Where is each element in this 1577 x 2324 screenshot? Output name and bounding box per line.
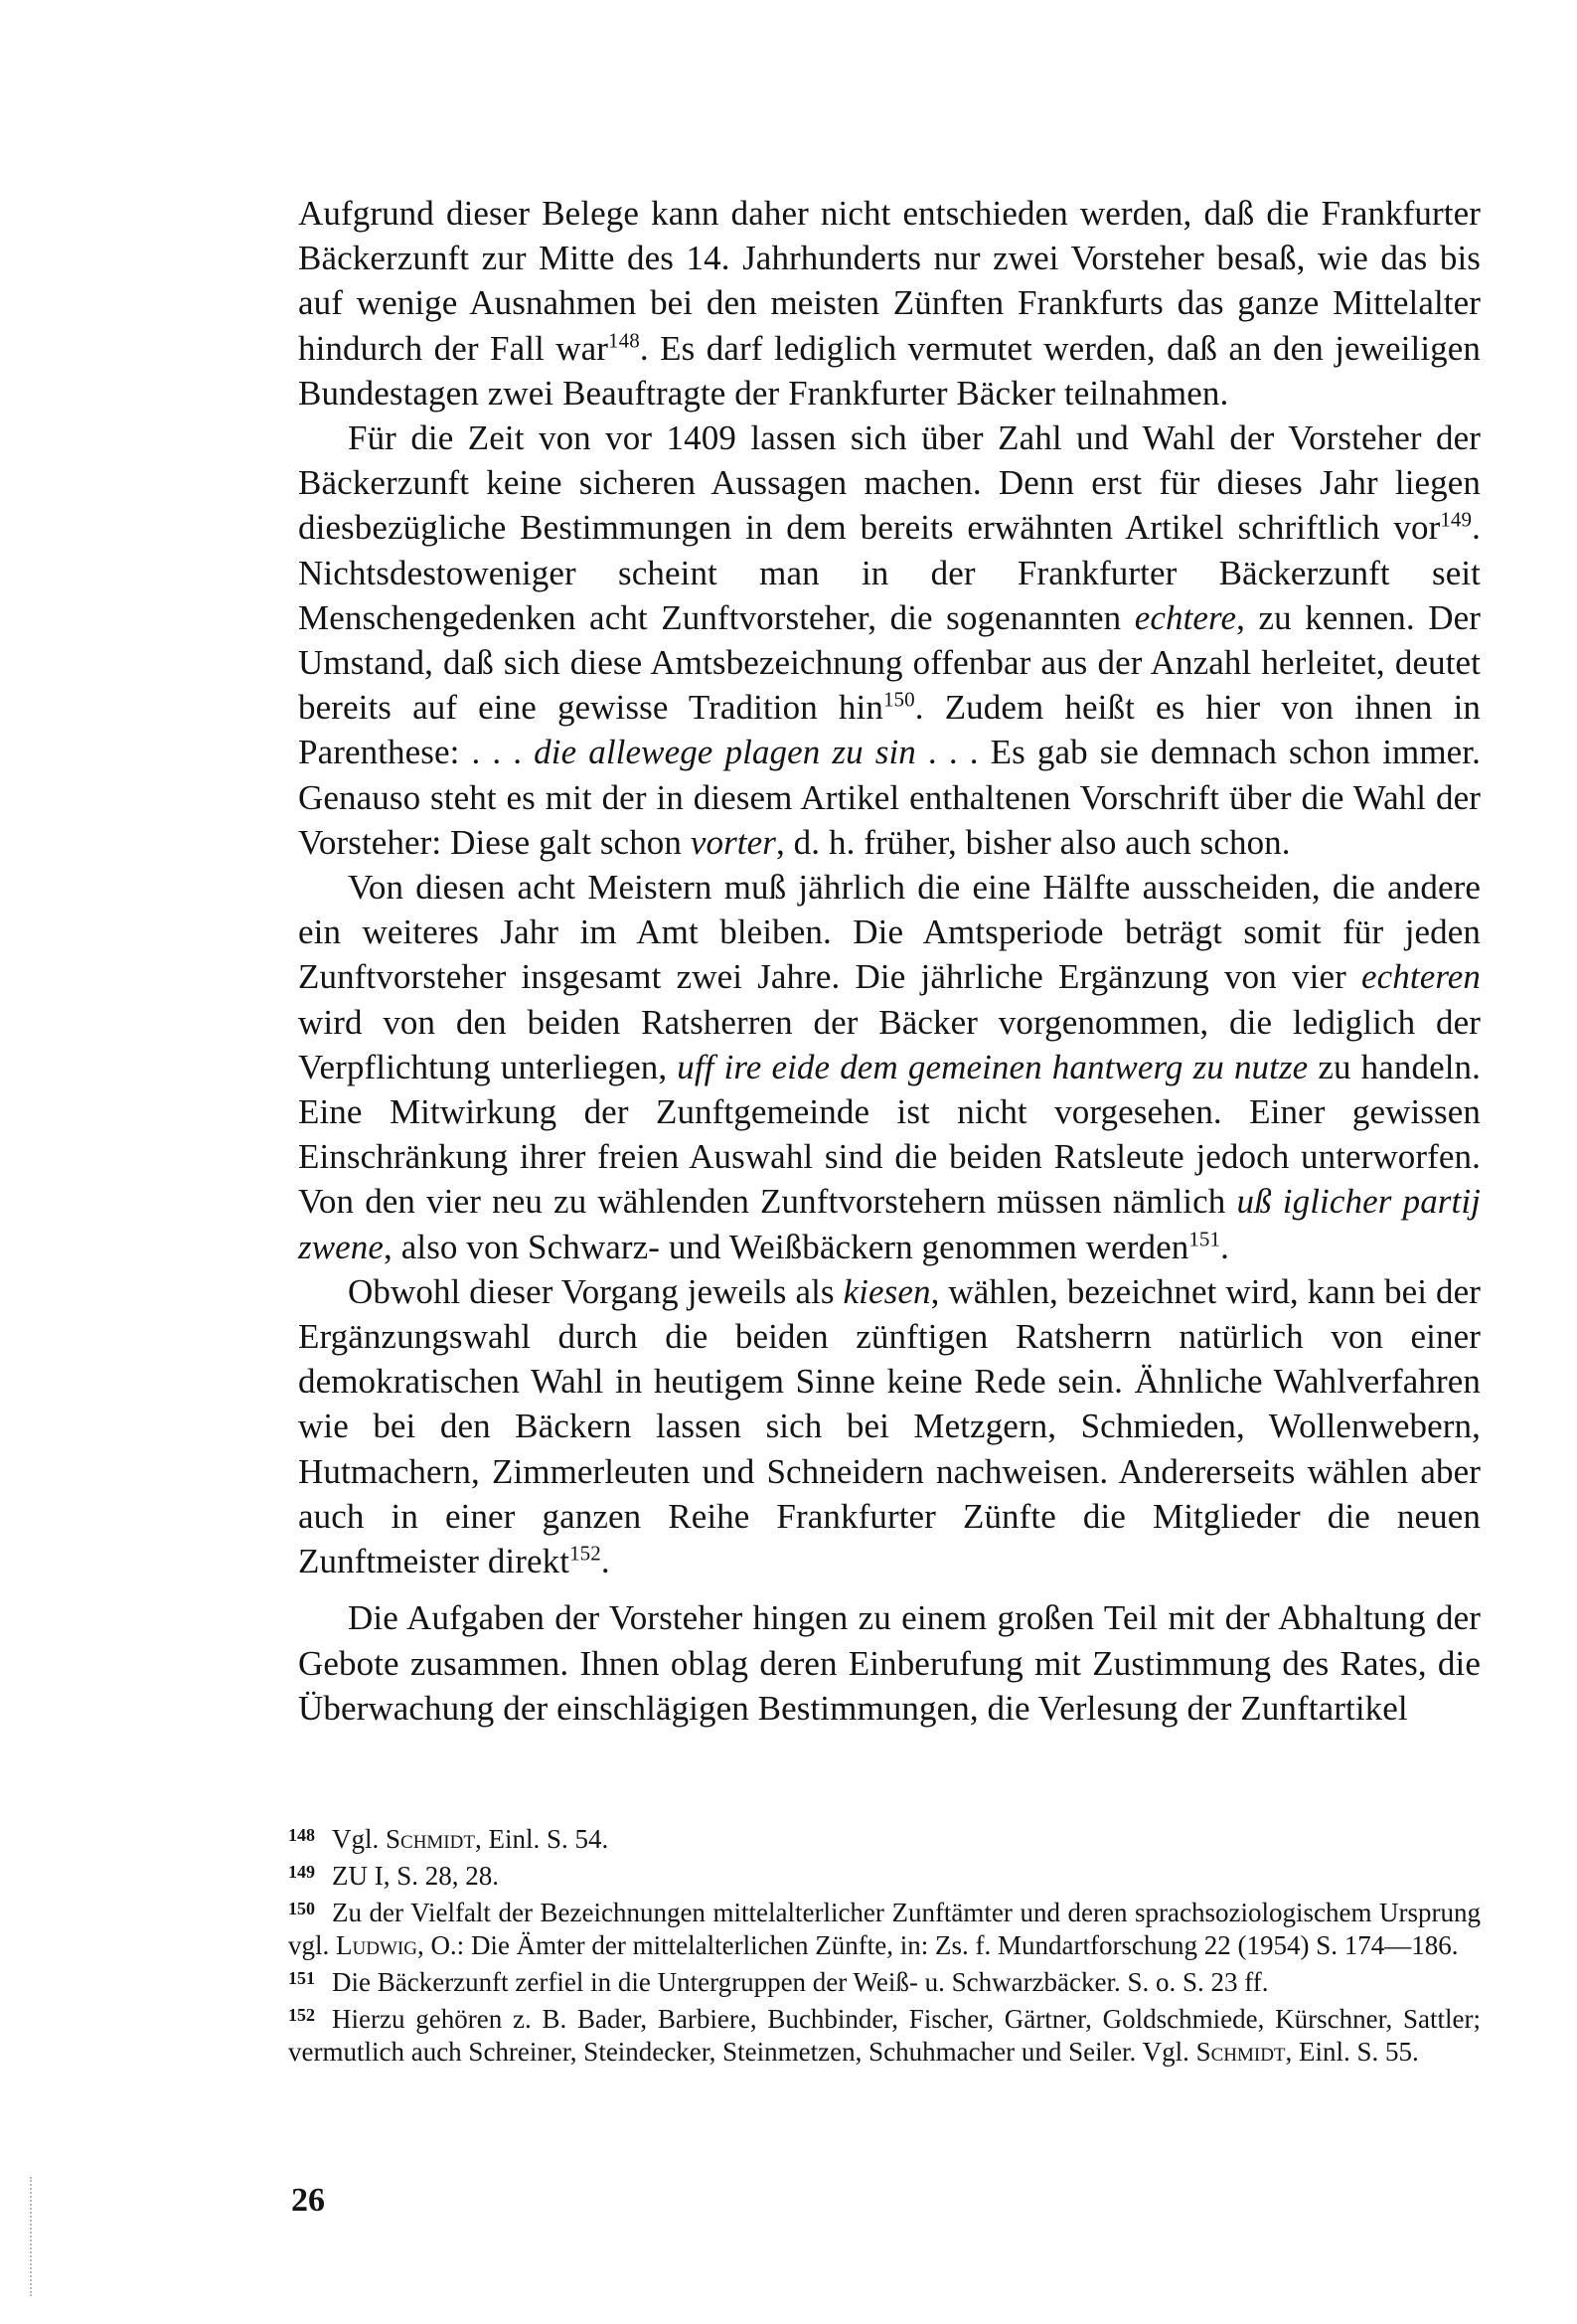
author-name: Ludwig (336, 1930, 417, 1960)
footnote-number: 151 (288, 1968, 315, 1988)
footnote-number: 149 (288, 1862, 315, 1882)
paragraph (298, 1269, 1481, 1583)
paragraph (298, 191, 1481, 415)
footnotes (288, 1819, 1481, 2069)
footnote-reference: 149 (1440, 507, 1473, 532)
text-run: . (1220, 1227, 1229, 1266)
text-run: ZU I, S. 28, 28. (332, 1861, 499, 1891)
author-name: Schmidt (386, 1824, 475, 1854)
text-run: Die Aufgaben der Vorsteher hingen zu einem großen Teil mit der Abhaltung der Gebote zusammen. Ihnen oblag deren Einberufung mit Zustimmung des Rates, die Überwachung der einschlägigen Bestimmungen, die Verlesung der Zunftartikel (298, 1598, 1481, 1728)
text-run: , O.: Die Ämter der mittelalterlichen Zünfte, in: Zs. f. Mundartforschung 22 (1954) S. 174—186. (416, 1930, 1459, 1960)
paragraph (298, 1595, 1481, 1731)
footnote-reference: 148 (608, 327, 640, 352)
text-run: . Zudem heißt es hier von ihnen in Parenthese: . . . (298, 688, 1481, 772)
italic-quote: uß iglicher partij zwene (298, 1182, 1481, 1266)
text-run: . Es darf lediglich vermutet werden, daß an den jeweiligen Bundestagen zwei Beauftragte der Frankfurter Bäcker teilnahmen. (298, 328, 1482, 413)
text-run: , Einl. S. 55. (1285, 2037, 1419, 2067)
page-number: 26 (291, 2182, 325, 2219)
footnote (288, 1962, 1481, 1999)
footnote-number: 152 (288, 2005, 315, 2025)
footnote (288, 1999, 1481, 2069)
paragraph (298, 865, 1481, 1269)
text-run: , d. h. früher, bisher also auch schon. (775, 822, 1291, 862)
text-run: Die Bäckerzunft zerfiel in die Untergruppen der Weiß- u. Schwarzbäcker. S. o. S. 23 ff. (332, 1967, 1269, 1997)
italic-quote: uff ire eide dem gemeinen hantwerg zu nutze (677, 1047, 1309, 1086)
italic-quote: die allewege plagen zu sin (534, 733, 916, 772)
footnote (288, 1819, 1481, 1856)
text-run: , Einl. S. 54. (474, 1824, 609, 1854)
author-name: Schmidt (1195, 2037, 1286, 2067)
italic-quote: echteren (1361, 957, 1481, 997)
text-run: , also von Schwarz- und Weißbäckern genommen werden (384, 1227, 1189, 1266)
text-run: . Nichtsdestoweniger scheint man in der Frankfurter Bäckerzunft seit Menschengedenken acht Zunftvorsteher, die sogenannten (298, 508, 1481, 637)
text-run: . (600, 1542, 610, 1581)
footnote (288, 1893, 1481, 1962)
text-run: Hierzu gehören z. B. Bader, Barbiere, Buchbinder, Fischer, Gärtner, Goldschmiede, Kürschner, Sattler; vermutlich auch Schreiner, Steindecker, Steinmetzen, Schuhmacher und Seiler. Vgl. (288, 2004, 1481, 2067)
text-run: , zu kennen. Der Umstand, daß sich diese Amtsbezeichnung offenbar aus der Anzahl herleitet, deutet bereits auf eine gewisse Tradition hin (298, 597, 1481, 728)
text-run: . . . Es gab sie demnach schon immer. Genauso steht es mit der in diesem Artikel enthaltenen Vorschrift über die Wahl der Vorsteher: Diese galt schon (298, 733, 1481, 862)
italic-quote: vorter (690, 822, 776, 862)
footnote-reference: 150 (882, 687, 915, 712)
text-run: Von diesen acht Meistern muß jährlich die eine Hälfte ausscheiden, die andere ein weiteres Jahr im Amt bleiben. Die Amtsperiode beträgt somit für jeden Zunftvorsteher insgesamt zwei Jahre. Die jährliche Ergänzung von vier (298, 868, 1481, 997)
italic-quote: echtere (1134, 597, 1237, 637)
text-run: Für die Zeit von vor 1409 lassen sich über Zahl und Wahl der Vorsteher der Bäckerzunft keine sicheren Aussagen machen. Denn erst für dieses Jahr liegen diesbezügliche Bestimmungen in dem bereits erwähnten Artikel schriftlich vor (298, 418, 1481, 548)
text-run: , wählen, bezeichnet wird, kann bei der Ergänzungswahl durch die beiden zünftigen Ratsherrn natürlich von einer demokratischen Wahl in heutigem Sinne keine Rede sein. Ähnliche Wahlverfahren wie bei den Bäckern lassen sich bei Metzgern, Schmieden, Wollenwebern, Hutmachern, Zimmerleuten und Schneidern nachweisen. Andererseits wählen aber auch in einer ganzen Reihe Frankfurter Zünfte die Mitglieder die neuen Zunftmeister direkt (298, 1271, 1481, 1581)
footnote-number: 150 (288, 1899, 315, 1918)
text-run: Zu der Vielfalt der Bezeichnungen mittelalterlicher Zunftämter und deren sprachsoziologischem Ursprung vgl. (288, 1898, 1481, 1960)
text-run: zu handeln. Eine Mitwirkung der Zunftgemeinde ist nicht vorgesehen. Einer gewissen Einschränkung ihrer freien Auswahl sind die beiden Ratsleute jedoch unterworfen. Von den vier neu zu wählenden Zunftvorstehern müssen nämlich (298, 1047, 1481, 1222)
scan-margin-artifact (30, 2177, 38, 2296)
text-run: wird von den beiden Ratsherren der Bäcker vorgenommen, die lediglich der Verpflichtung unterliegen, (298, 1002, 1481, 1086)
text-run: Aufgrund dieser Belege kann daher nicht entschieden werden, daß die Frankfurter Bäckerzunft zur Mitte des 14. Jahrhunderts nur zwei Vorsteher besaß, wie das bis auf wenige Ausnahmen bei den meisten Zünften Frankfurts das ganze Mittelalter hindurch der Fall war (298, 194, 1481, 368)
footnote-reference: 151 (1188, 1227, 1221, 1251)
italic-quote: kiesen (843, 1271, 931, 1311)
main-text (298, 191, 1481, 1731)
footnote (288, 1856, 1481, 1893)
paragraph (298, 415, 1481, 865)
footnote-number: 148 (288, 1825, 315, 1845)
footnote-reference: 152 (569, 1541, 601, 1566)
text-run: Vgl. (332, 1824, 386, 1854)
text-run: Obwohl dieser Vorgang jeweils als (348, 1271, 844, 1311)
